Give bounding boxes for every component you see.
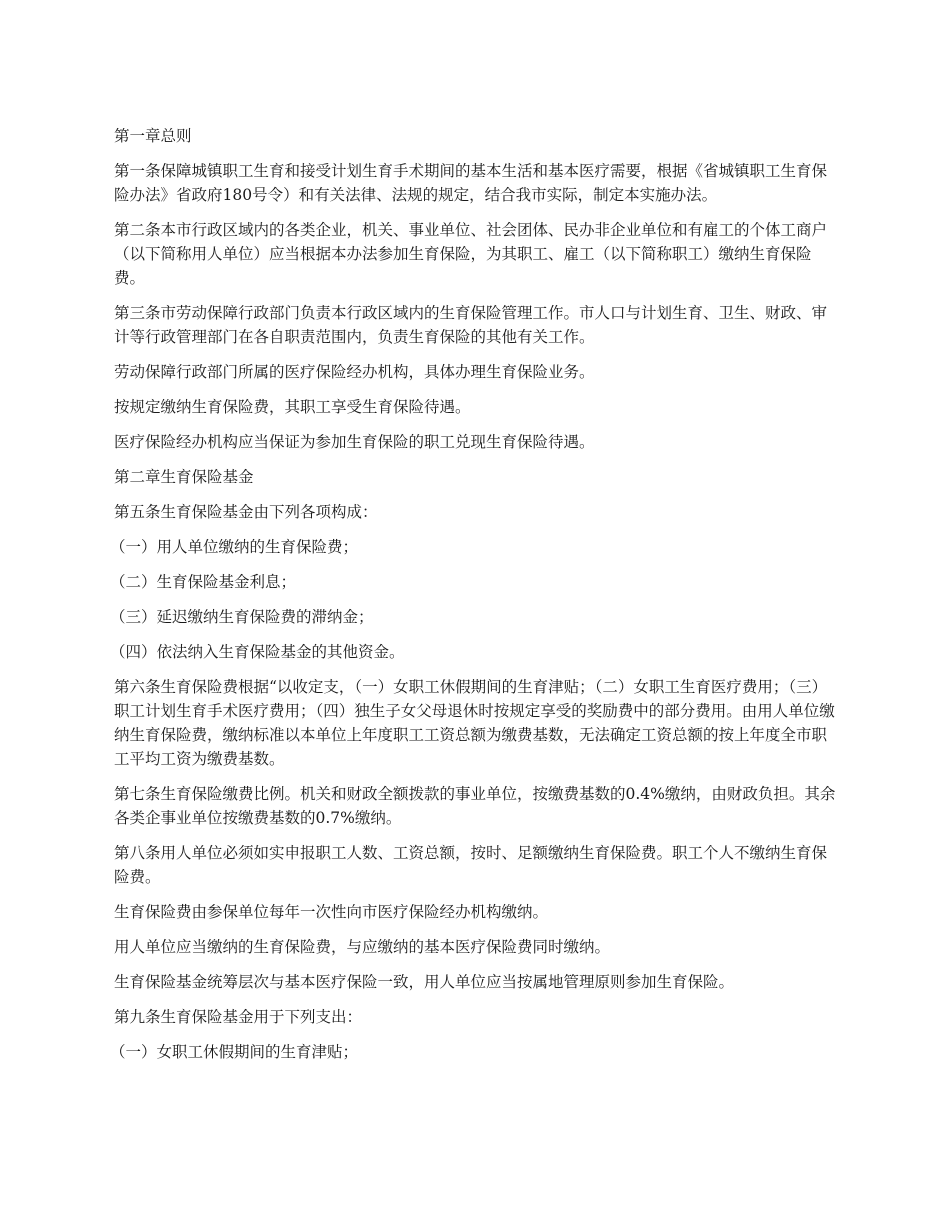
article-paragraph: 生育保险费由参保单位每年一次性向市医疗保险经办机构缴纳。 (114, 903, 549, 921)
article-paragraph: 第八条用人单位必须如实申报职工人数、工资总额，按时、足额缴纳生育保险费。职工个人不缴纳生育保险费。 (114, 844, 828, 886)
article-paragraph: 第七条生育保险缴费比例。机关和财政全额拨款的事业单位，按缴费基数的0.4%缴纳，由财政负担。其余各类企事业单位按缴费基数的0.7%缴纳。 (114, 785, 836, 827)
article-paragraph: 医疗保险经办机构应当保证为参加生育保险的职工兑现生育保险待遇。 (114, 433, 595, 451)
list-item: （一）女职工休假期间的生育津贴； (110, 1043, 359, 1061)
document-body (110, 124, 839, 1075)
article-paragraph: 第二条本市行政区域内的各类企业，机关、事业单位、社会团体、民办非企业单位和有雇工的个体工商户（以下简称用人单位）应当根据本办法参加生育保险，为其职工、雇工（以下简称职工）缴纳生育保险费。 (114, 221, 828, 287)
list-item: （二）生育保险基金利息； (110, 573, 297, 591)
article-paragraph: 第六条生育保险费根据“以收定支，（一）女职工休假期间的生育津贴；（二）女职工生育医疗费用；（三）职工计划生育手术医疗费用；（四）独生子女父母退休时按规定享受的奖励费中的部分费用。由用人单位缴纳生育保险费，缴纳标准以本单位上年度职工工资总额为缴费基数，无法确定工资总额的按上年度全市职工平均工资为缴费基数。 (114, 678, 835, 768)
article-paragraph: 第三条市劳动保障行政部门负责本行政区域内的生育保险管理工作。市人口与计划生育、卫生、财政、审计等行政管理部门在各自职责范围内，负责生育保险的其他有关工作。 (114, 304, 828, 346)
article-paragraph: 生育保险基金统筹层次与基本医疗保险一致，用人单位应当按属地管理原则参加生育保险。 (114, 973, 735, 991)
article-paragraph: 劳动保障行政部门所属的医疗保险经办机构，具体办理生育保险业务。 (114, 363, 595, 381)
list-item: （三）延迟缴纳生育保险费的滞纳金； (110, 608, 374, 626)
article-paragraph: 第五条生育保险基金由下列各项构成： (114, 503, 378, 521)
article-paragraph: 按规定缴纳生育保险费，其职工享受生育保险待遇。 (114, 398, 471, 416)
list-item: （四）依法纳入生育保险基金的其他资金。 (110, 643, 405, 661)
article-paragraph: 第一条保障城镇职工生育和接受计划生育手术期间的基本生活和基本医疗需要，根据《省城镇职工生育保险办法》省政府180号令）和有关法律、法规的规定，结合我市实际，制定本实施办法。 (114, 162, 828, 204)
article-paragraph: 用人单位应当缴纳的生育保险费，与应缴纳的基本医疗保险费同时缴纳。 (114, 938, 611, 956)
article-paragraph: 第九条生育保险基金用于下列支出： (114, 1008, 363, 1026)
chapter-heading: 第一章总则 (114, 127, 192, 145)
chapter-heading: 第二章生育保险基金 (114, 468, 254, 486)
list-item: （一）用人单位缴纳的生育保险费； (110, 538, 359, 556)
